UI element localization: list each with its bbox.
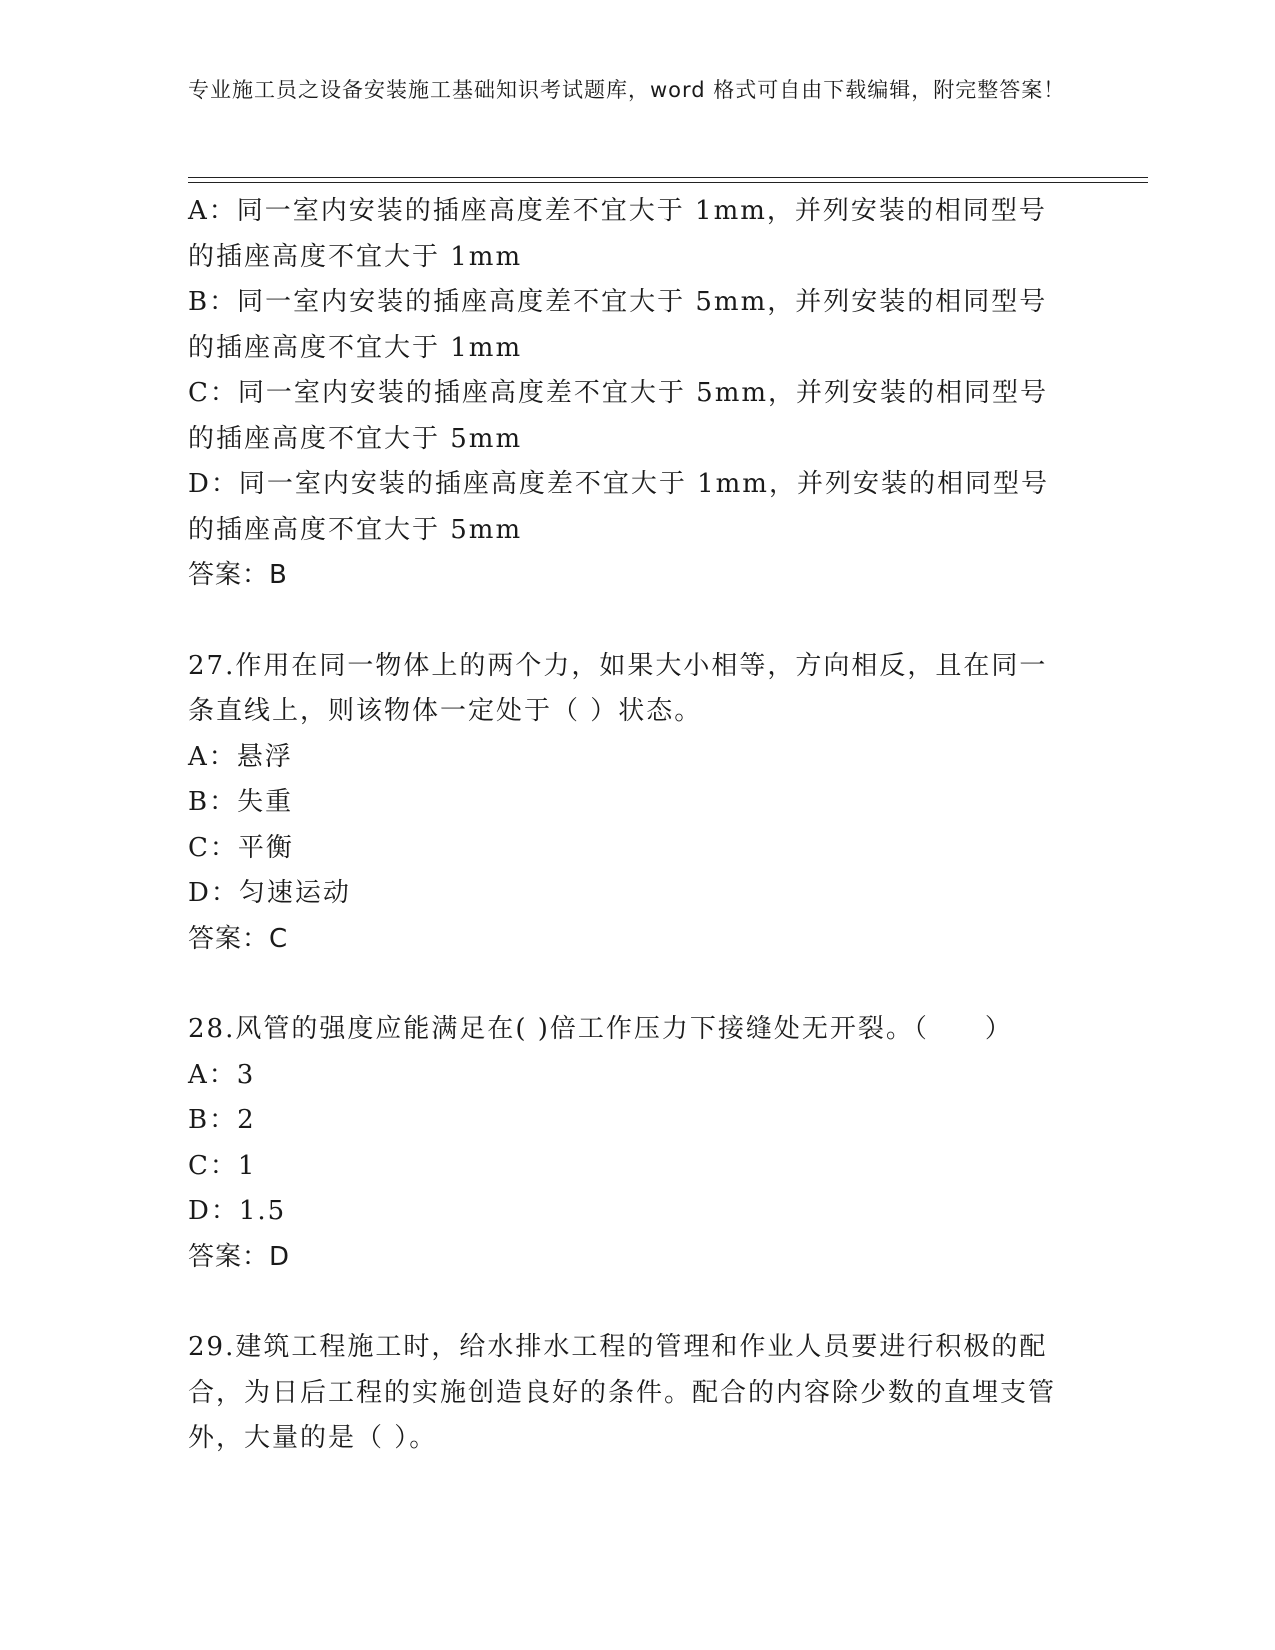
q28-option-b: B：2: [188, 1105, 256, 1135]
q28-answer: 答案：D: [188, 1241, 291, 1272]
q26-option-d: D：同一室内安装的插座高度差不宜大于 1mm，并列安装的相同型号的插座高度不宜大于 5mm: [188, 469, 1049, 545]
q26-answer: 答案：B: [188, 560, 288, 590]
q26-option-c: C：同一室内安装的插座高度差不宜大于 5mm，并列安装的相同型号的插座高度不宜大于 5mm: [188, 378, 1049, 454]
q28-option-a: A：3: [188, 1059, 256, 1090]
q27-option-a: A：悬浮: [188, 741, 293, 772]
q26-option-b: B：同一室内安装的插座高度差不宜大于 5mm，并列安装的相同型号的插座高度不宜大于 1mm: [188, 287, 1048, 363]
spacer: [188, 599, 1068, 644]
q27-option-b: B：失重: [188, 787, 294, 817]
q29-question: 29.建筑工程施工时，给水排水工程的管理和作业人员要进行积极的配合，为日后工程的实施创造良好的条件。配合的内容除少数的直埋支管外，大量的是（ ）。: [188, 1332, 1057, 1453]
q27-question: 27.作用在同一物体上的两个力，如果大小相等，方向相反，且在同一条直线上，则该物体一定处于（ ）状态。: [188, 650, 1048, 726]
question-list: [188, 189, 1068, 1462]
q28-option-d: D：1.5: [188, 1196, 287, 1226]
q27-answer: 答案：C: [188, 923, 289, 954]
document-title: 专业施工员之设备安装施工基础知识考试题库，word 格式可自由下载编辑，附完整答案！: [188, 78, 1066, 102]
spacer: [188, 1280, 1068, 1325]
q27-option-d: D：匀速运动: [188, 878, 351, 908]
q26-option-a: A：同一室内安装的插座高度差不宜大于 1mm，并列安装的相同型号的插座高度不宜大于 1mm: [188, 196, 1047, 272]
q27-option-c: C：平衡: [188, 832, 294, 863]
spacer: [188, 962, 1068, 1007]
header-rule-bottom: [188, 182, 1148, 183]
q28-question: 28.风管的强度应能满足在( )倍工作压力下接缝处无开裂。（ ）: [188, 1014, 1013, 1044]
header-rule-top: [188, 177, 1148, 178]
q28-option-c: C：1: [188, 1150, 257, 1181]
